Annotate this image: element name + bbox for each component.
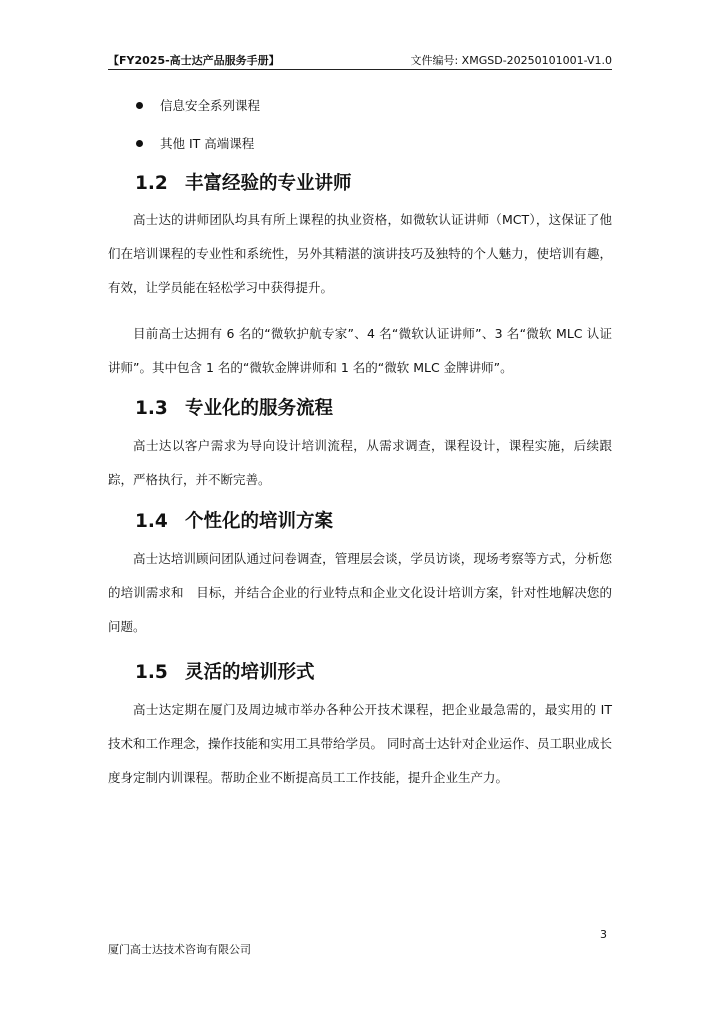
- section-number: 1.3: [135, 398, 168, 419]
- header-divider: [108, 69, 612, 70]
- bullet-text: 信息安全系列课程: [160, 98, 261, 113]
- bullet-dot-icon: [136, 140, 143, 147]
- section-number: 1.2: [135, 173, 168, 194]
- page-footer: 厦门高士达技术咨询有限公司: [108, 943, 251, 956]
- body-paragraph: 高士达的讲师团队均具有所上课程的执业资格，如微软认证讲师（MCT），这保证了他们在培训课程的专业性和系统性，另外其精湛的演讲技巧及独特的个人魅力，使培训有趣，有效，让学员能在轻松学习中获得提升。: [108, 212, 612, 295]
- header-document-number: 文件编号: XMGSD-20250101001-V1.0: [410, 54, 612, 67]
- section-title: 专业化的服务流程: [185, 398, 334, 419]
- header-title: 【FY2025-高士达产品服务手册】: [108, 54, 280, 67]
- body-paragraph: 高士达以客户需求为导向设计培训流程，从需求调查，课程设计，课程实施，后续跟踪，严格执行，并不断完善。: [108, 438, 612, 487]
- body-paragraph: 目前高士达拥有 6 名的“微软护航专家”、4 名“微软认证讲师”、3 名“微软 MLC 认证讲师”。其中包含 1 名的“微软金牌讲师和 1 名的“微软 MLC 金牌讲师”。: [108, 326, 612, 375]
- page-header: [108, 54, 612, 68]
- section-title: 丰富经验的专业讲师: [185, 173, 352, 194]
- body-paragraph: 高士达定期在厦门及周边城市举办各种公开技术课程，把企业最急需的，最实用的 IT 技术和工作理念，操作技能和实用工具带给学员。 同时高士达针对企业运作、员工职业成长度身定制内训课程。帮助企业不断提高员工工作技能，提升企业生产力。: [108, 702, 612, 785]
- bullet-dot-icon: [136, 102, 143, 109]
- section-number: 1.5: [135, 662, 168, 683]
- body-paragraph: 高士达培训顾问团队通过问卷调查，管理层会谈，学员访谈，现场考察等方式，分析您的培训需求和 目标，并结合企业的行业特点和企业文化设计培训方案，针对性地解决您的问题。: [108, 551, 612, 634]
- section-title: 个性化的培训方案: [185, 511, 334, 532]
- section-title: 灵活的培训形式: [185, 662, 315, 683]
- section-number: 1.4: [135, 511, 168, 532]
- page-number: 3: [600, 928, 607, 941]
- bullet-text: 其他 IT 高端课程: [160, 136, 255, 151]
